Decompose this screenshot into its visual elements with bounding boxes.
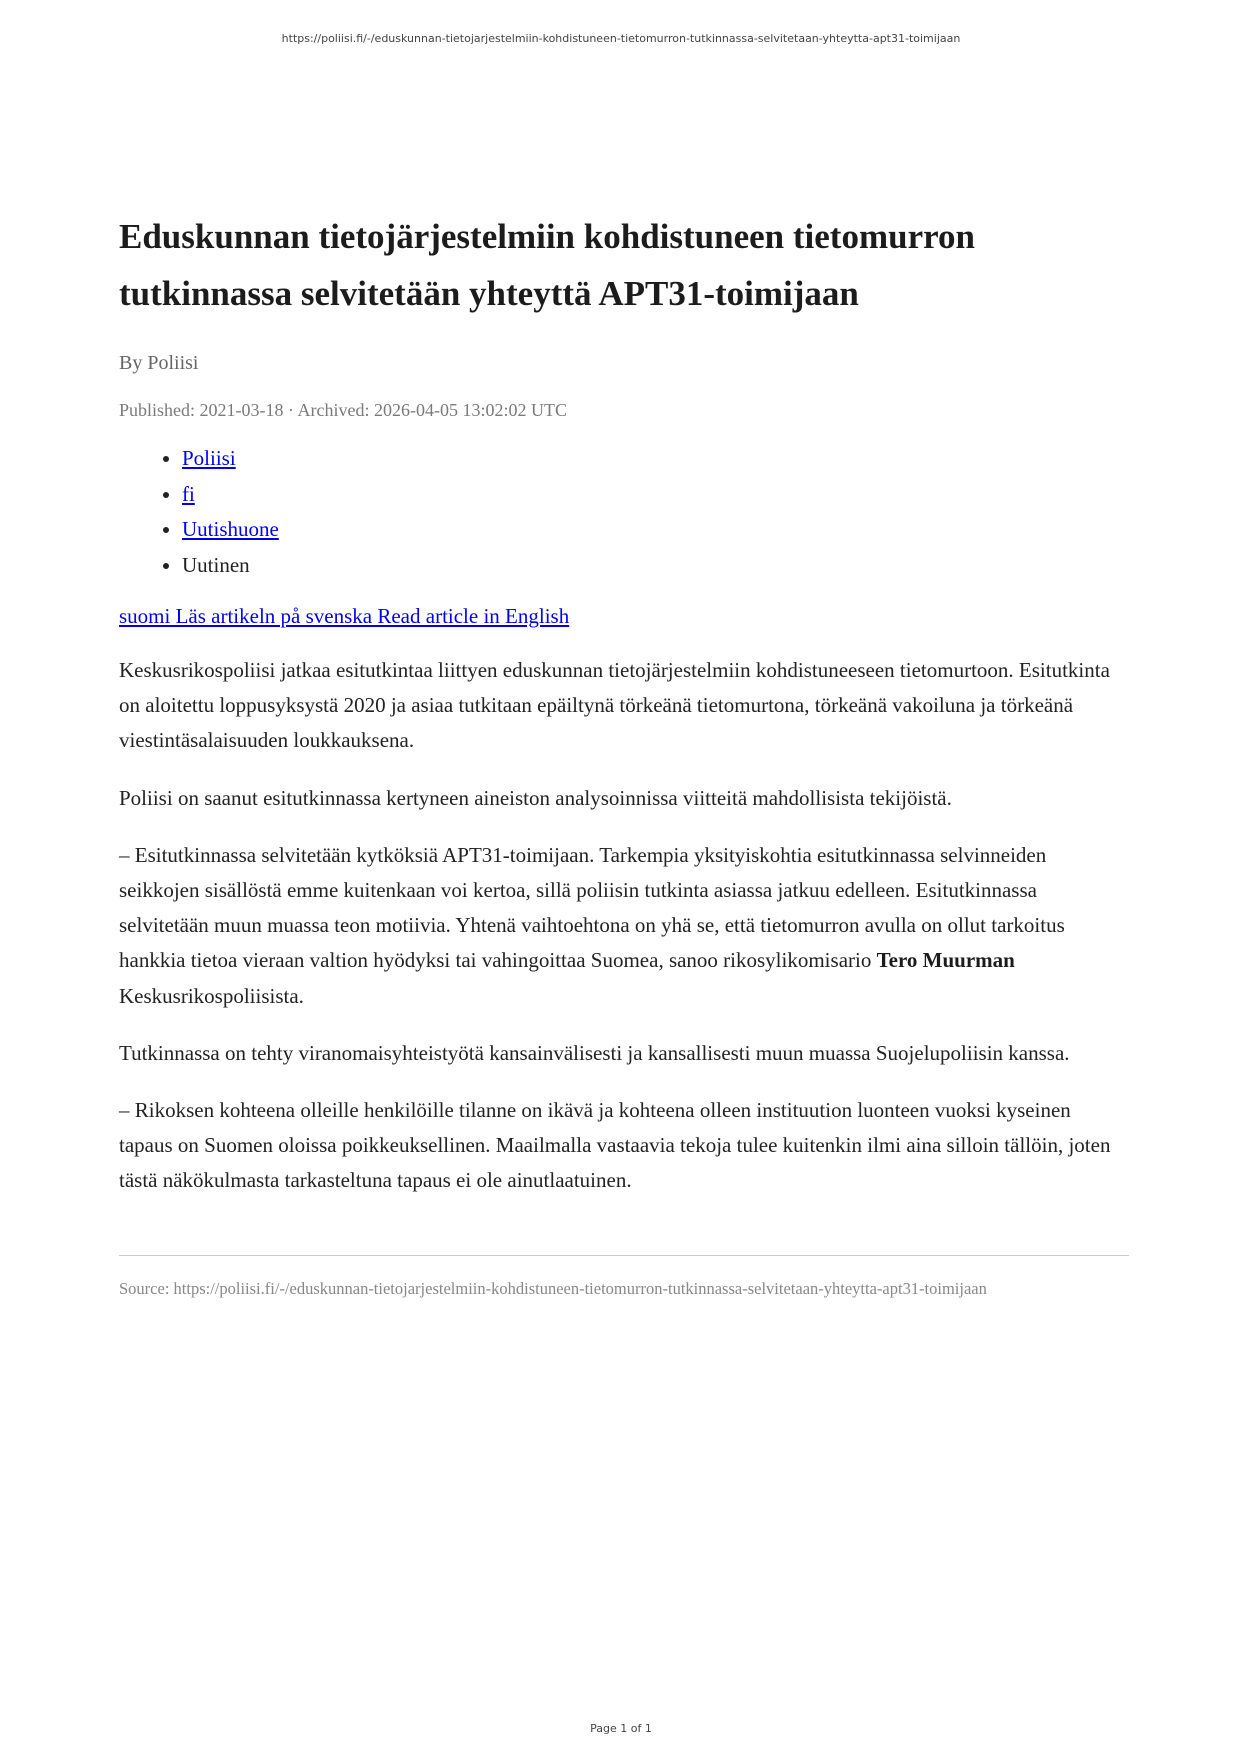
article-meta: Published: 2021-03-18 · Archived: 2026-04-05 13:02:02 UTC: [119, 400, 567, 420]
source-url: Source: https://poliisi.fi/-/eduskunnan-tietojarjestelmiin-kohdistuneen-tietomurron-tutkinnassa-selvitetaan-yhteytta-apt31-toimijaan: [119, 1278, 987, 1298]
quoted-person-name: Tero Muurman: [876, 948, 1015, 973]
article-title: Eduskunnan tietojärjestelmiin kohdistuneen tietomurron tutkinnassa selvitetään yhteyttä APT31-toimijaan: [119, 217, 975, 313]
breadcrumb-link-uutishuone[interactable]: Uutishuone: [182, 517, 279, 541]
breadcrumb: [119, 441, 1129, 583]
paragraph-5: – Rikoksen kohteena olleille henkilöille tilanne on ikävä ja kohteena olleen instituution luonteen vuoksi kyseinen tapaus on Suomen oloissa poikkeuksellinen. Maailmalla vastaavia tekoja tulee kuitenkin ilmi aina silloin tällöin, joten tästä näkökulmasta tarkasteltuna tapaus ei ole ainutlaatuinen.: [119, 1098, 1111, 1193]
paragraph-3: [119, 838, 1129, 1014]
breadcrumb-item-poliisi: [182, 441, 1129, 477]
article-byline: By Poliisi: [119, 352, 199, 374]
paragraph-1: Keskusrikospoliisi jatkaa esitutkintaa liittyen eduskunnan tietojärjestelmiin kohdistuneeseen tietomurtoon. Esitutkinta on aloitettu loppusyksystä 2020 ja asiaa tutkitaan epäiltynä törkeänä tietomurtona, törkeänä vakoiluna ja törkeänä viestintäsalaisuuden loukkauksena.: [119, 658, 1110, 753]
article: [119, 208, 1129, 1301]
breadcrumb-item-uutinen: [182, 548, 1129, 584]
breadcrumb-item-fi: [182, 477, 1129, 513]
language-links: [119, 601, 1129, 631]
paragraph-3-text-start: – Esitutkinnassa selvitetään kytköksiä APT31-toimijaan. Tarkempia yksityiskohtia esitutkinnassa selvinneiden seikkojen sisällöstä emme kuitenkaan voi kertoa, sillä poliisin tutkinta asiassa jatkuu edelleen. Esitutkinnassa selvitetään muun muassa teon motiivia. Yhtenä vaihtoehtona on yhä se, että tietomurron avulla on ollut tarkoitus hankkia tietoa vieraan valtion hyödyksi tai vahingoittaa Suomea, sanoo rikosylikomisario: [119, 842, 1065, 973]
source-divider: [119, 1255, 1129, 1256]
breadcrumb-link-fi[interactable]: fi: [182, 481, 195, 506]
paragraph-2: Poliisi on saanut esitutkinnassa kertyneen aineiston analysoinnissa viitteitä mahdollisista tekijöistä.: [119, 785, 952, 810]
print-header-url: https://poliisi.fi/-/eduskunnan-tietojarjestelmiin-kohdistuneen-tietomurron-tutkinnassa-selvitetaan-yhteytta-apt31-toimijaan: [281, 32, 961, 45]
language-switch-link[interactable]: suomi Läs artikeln på svenska Read article in English: [119, 604, 570, 628]
breadcrumb-item-uutishuone: [182, 512, 1129, 548]
breadcrumb-link-poliisi[interactable]: Poliisi: [182, 446, 236, 470]
page-number: Page 1 of 1: [590, 1722, 652, 1735]
paragraph-4: Tutkinnassa on tehty viranomaisyhteistyötä kansainvälisesti ja kansallisesti muun muassa Suojelupoliisin kanssa.: [119, 1040, 1070, 1065]
paragraph-3-text-end: Keskusrikospoliisista.: [119, 983, 304, 1008]
breadcrumb-current: Uutinen: [182, 552, 250, 577]
